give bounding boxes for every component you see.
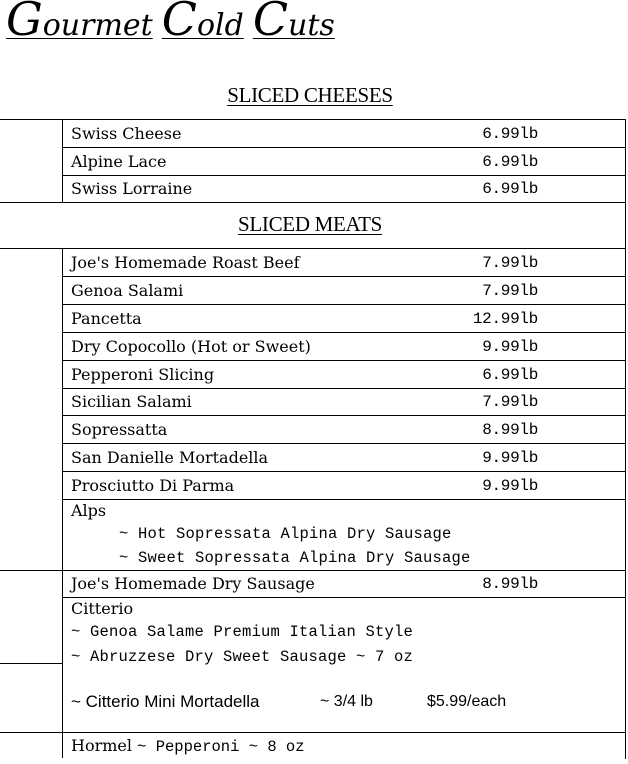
table-row: Sopressatta [71,420,168,439]
section-title-meats: SLICED MEATS [238,212,382,236]
table-row: Alpine Lace [71,152,167,171]
table-row: Joe's Homemade Dry Sausage [71,574,315,593]
price-cell: 9.99lb [482,338,538,356]
list-item: ~ Hot Sopressata Alpina Dry Sausage [119,525,452,543]
table-rule [0,663,62,664]
price-cell: 6.99lb [482,180,538,198]
table-row: Joe's Homemade Roast Beef [71,253,300,272]
price-cell: 8.99lb [482,575,538,593]
citterio-mini-size: ~ 3/4 lb [320,693,373,710]
title-word: Cuts [252,0,335,46]
citterio-mini-price: $5.99/each [427,693,507,710]
list-item: ~ Abruzzese Dry Sweet Sausage ~ 7 oz [71,648,414,666]
hormel-item: ~ Pepperoni ~ 8 oz [137,738,305,756]
table-row: Dry Copocollo (Hot or Sweet) [71,337,311,356]
price-cell: 9.99lb [482,449,538,467]
price-cell: 12.99lb [472,310,538,328]
alps-heading: Alps [71,501,107,520]
citterio-mini-name: ~ Citterio Mini Mortadella [71,692,260,711]
table-row: Prosciutto Di Parma [71,476,235,495]
table-row: Pepperoni Slicing [71,365,215,384]
price-cell: 7.99lb [482,282,538,300]
table-row: Pancetta [71,309,142,328]
list-item: ~ Genoa Salame Premium Italian Style [71,623,414,641]
hormel-brand: Hormel [71,736,132,755]
table-row: Swiss Cheese [71,124,182,143]
table-col-rule [62,248,63,758]
price-cell: 6.99lb [482,366,538,384]
price-cell: 7.99lb [482,254,538,272]
price-cell: 9.99lb [482,477,538,495]
price-cell: 7.99lb [482,393,538,411]
table-row: Swiss Lorraine [71,179,193,198]
table-row: Genoa Salami [71,281,184,300]
section-title-cheeses: SLICED CHEESES [227,83,393,107]
price-cell: 8.99lb [482,421,538,439]
table-col-rule [62,119,63,203]
hormel-row [71,732,305,760]
table-col-rule [625,119,626,759]
list-item: ~ Sweet Sopressata Alpina Dry Sausage [119,549,471,567]
title-word: Cold [161,0,244,46]
table-row: Sicilian Salami [71,392,192,411]
price-cell: 6.99lb [482,153,538,171]
price-cell: 6.99lb [482,125,538,143]
table-row: San Danielle Mortadella [71,448,269,467]
title-word: Gourmet [6,0,153,46]
page-title [6,0,344,46]
citterio-heading: Citterio [71,599,134,618]
